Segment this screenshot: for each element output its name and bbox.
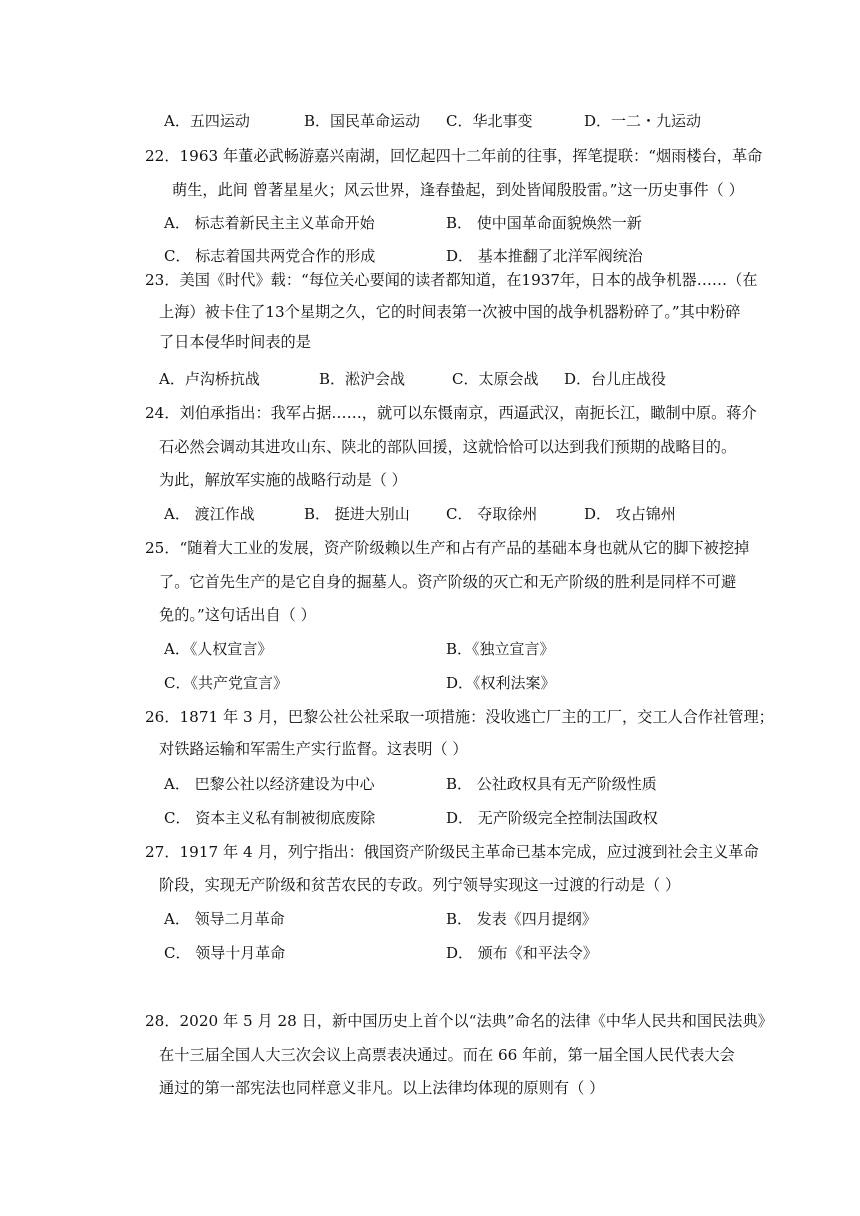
- q26-option-c: C． 资本主义私有制被彻底废除: [164, 809, 376, 827]
- q21-option-b: B．国民革命运动: [304, 112, 421, 130]
- q27-stem-line-2: 阶段，实现无产阶级和贫苦农民的专政。列宁领导实现这一过渡的行动是（ ）: [159, 876, 681, 894]
- q25-option-d: D．《权利法案》: [446, 674, 556, 692]
- q25-stem-line-1: 25．“随着大工业的发展，资产阶级赖以生产和占有产品的基础本身也就从它的脚下被挖掉: [145, 539, 750, 557]
- q26-option-b: B． 公社政权具有无产阶级性质: [446, 775, 657, 793]
- q24-option-a: A． 渡江作战: [164, 505, 255, 523]
- q28-stem-line-2: 在十三届全国人大三次会议上高票表决通过。而在 66 年前，第一届全国人民代表大会: [159, 1046, 735, 1064]
- q22-option-d: D． 基本推翻了北洋军阀统治: [446, 247, 643, 265]
- q21-option-a: A．五四运动: [164, 112, 250, 130]
- q23-stem-line-1: 23．美国《时代》载：“每位关心要闻的读者都知道，在1937年，日本的战争机器……（在: [145, 271, 758, 289]
- q24-option-b: B． 挺进大别山: [304, 505, 410, 523]
- q26-stem-line-2: 对铁路运输和军需生产实行监督。这表明（ ）: [159, 740, 468, 758]
- q23-option-d: D．台儿庄战役: [564, 370, 667, 388]
- q23-stem-line-2: 上海）被卡住了13个星期之久，它的时间表第一次被中国的战争机器粉碎了。”其中粉碎: [159, 303, 741, 321]
- q27-option-b: B． 发表《四月提纲》: [446, 910, 597, 928]
- q22-stem-line-2: 萌生，此间 曾著星星火；风云世界，逢春蛰起，到处皆闻殷股雷。”这一历史事件（ ）: [172, 181, 744, 199]
- q22-option-c: C． 标志着国共两党合作的形成: [164, 247, 376, 265]
- q27-stem-line-1: 27．1917 年 4 月，列宁指出：俄国资产阶级民主革命已基本完成，应过渡到社会主义革命: [145, 843, 759, 861]
- q23-option-b: B．淞沪会战: [319, 370, 406, 388]
- q26-option-a: A． 巴黎公社以经济建设为中心: [164, 775, 375, 793]
- q26-stem-line-1: 26．1871 年 3 月，巴黎公社公社采取一项措施：没收逃亡厂主的工厂，交工人合作社管理；: [145, 708, 774, 726]
- q27-option-d: D． 颁布《和平法令》: [446, 944, 598, 962]
- q21-option-c: C．华北事变: [446, 112, 533, 130]
- q25-option-b: B．《独立宣言》: [446, 640, 555, 658]
- q22-option-b: B． 使中国革命面貌焕然一新: [446, 214, 642, 232]
- q23-option-a: A．卢沟桥抗战: [159, 370, 260, 388]
- q23-stem-line-3: 了日本侵华时间表的是: [159, 333, 311, 351]
- q25-stem-line-2: 了。它首先生产的是它自身的掘墓人。资产阶级的灭亡和无产阶级的胜利是同样不可避: [159, 573, 737, 591]
- q24-option-d: D． 攻占锦州: [584, 505, 676, 523]
- q24-stem-line-1: 24．刘伯承指出：我军占据……，就可以东慑南京，西逼武汉，南扼长江，瞰制中原。蒋介: [145, 404, 757, 422]
- q24-stem-line-3: 为此，解放军实施的战略行动是（ ）: [159, 471, 407, 489]
- q25-option-a: A．《人权宣言》: [164, 640, 273, 658]
- q28-stem-line-1: 28．2020 年 5 月 28 日，新中国历史上首个以“法典”命名的法律《中华人民共和国民法典》: [145, 1012, 773, 1030]
- q25-option-c: C．《共产党宣言》: [164, 674, 288, 692]
- q21-option-d: D．一二・九运动: [584, 112, 702, 130]
- q22-option-a: A． 标志着新民主主义革命开始: [164, 214, 375, 232]
- q27-option-a: A． 领导二月革命: [164, 910, 285, 928]
- q23-option-c: C．太原会战: [452, 370, 539, 388]
- q27-option-c: C． 领导十月革命: [164, 944, 286, 962]
- q26-option-d: D． 无产阶级完全控制法国政权: [446, 809, 658, 827]
- q28-stem-line-3: 通过的第一部宪法也同样意义非凡。以上法律均体现的原则有（ ）: [159, 1079, 605, 1097]
- q24-option-c: C． 夺取徐州: [446, 505, 538, 523]
- q24-stem-line-2: 石必然会调动其进攻山东、陕北的部队回援，这就恰恰可以达到我们预期的战略目的。: [159, 438, 737, 456]
- q25-stem-line-3: 免的。”这句话出自（ ）: [159, 606, 316, 624]
- q22-stem-line-1: 22．1963 年董必武畅游嘉兴南湖，回忆起四十二年前的往事，挥笔提联：“烟雨楼台，革命: [145, 147, 763, 165]
